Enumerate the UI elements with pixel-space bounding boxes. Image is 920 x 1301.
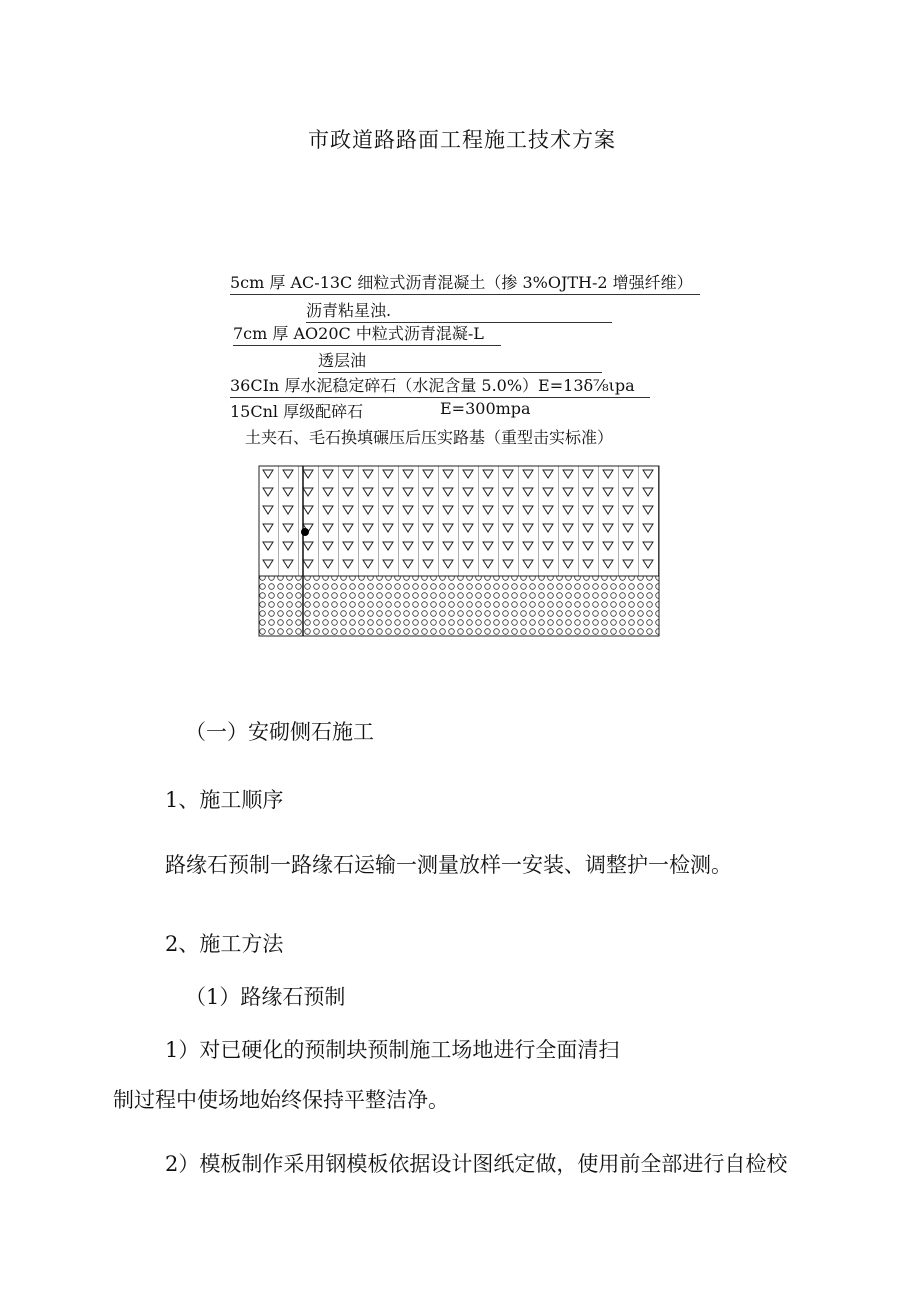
layer-label-prime-coat: 透层油: [318, 348, 602, 373]
layer-label-surface-course: 5cm 厚 AC-13C 细粒式沥青混凝土（掺 3%OJTH-2 增强纤维）: [230, 270, 700, 295]
base-layer-triangles: [259, 466, 659, 576]
paragraph-1-line-1: 1）对已硬化的预制块预制施工场地进行全面清扫: [165, 1038, 620, 1062]
layer-label-graded-gravel: 15Cnl 厚级配碎石: [230, 402, 364, 421]
item-heading-sequence: 1、施工顺序: [165, 788, 284, 812]
sub-heading-precast: （1）路缘石预制: [185, 985, 346, 1009]
section-heading: （一）安砌侧石施工: [185, 720, 374, 744]
layer-label-graded-gravel-modulus: E=300mpa: [440, 399, 531, 418]
subbase-layer-circles: [259, 576, 659, 636]
layer-label-subgrade: 土夹石、毛石换填碾压后压实路基（重型击实标准）: [245, 428, 614, 447]
marker-dot: [301, 528, 309, 536]
paragraph-1-line-2: 制过程中使场地始终保持平整洁净。: [113, 1088, 449, 1112]
page-title: 市政道路路面工程施工技术方案: [308, 128, 616, 152]
layer-label-cement-stabilized-base: 36CIn 厚水泥稳定碎石（水泥含量 5.0%）E=13δ⅞ιpa: [230, 373, 650, 398]
sequence-text: 路缘石预制一路缘石运输一测量放样一安装、调整护一检测。: [165, 853, 732, 877]
paragraph-2-line-1: 2）模板制作采用钢模板依据设计图纸定做，使用前全部进行自检校: [165, 1152, 788, 1176]
item-heading-method: 2、施工方法: [165, 932, 284, 956]
layer-label-tack-coat: 沥青粘星浊.: [306, 298, 612, 323]
layer-label-middle-course: 7cm 厚 AO20C 中粒式沥青混凝-L: [233, 321, 501, 346]
pavement-structure-diagram: [258, 465, 660, 637]
